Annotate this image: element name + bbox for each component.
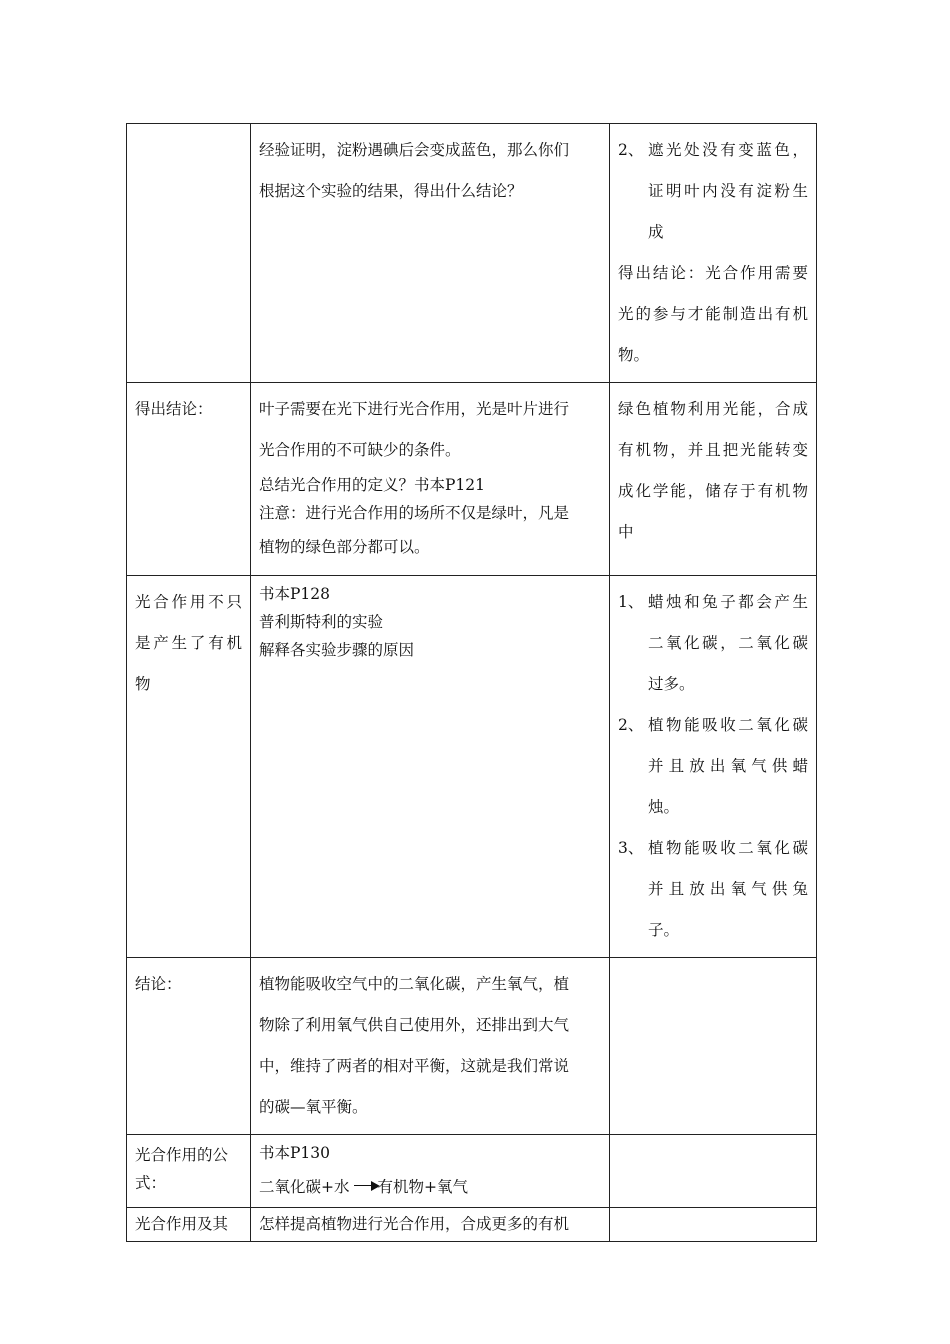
answer-line: 证明叶内没有淀粉生 — [648, 182, 808, 200]
answer-line: 并且放出氧气供蜡 — [648, 757, 808, 775]
answer-line: 遮光处没有变蓝色， — [648, 141, 808, 159]
answer-line: 子。 — [648, 921, 680, 939]
row-label-cell — [127, 1208, 251, 1242]
content-cell — [251, 1135, 610, 1208]
row-label: 结论： — [135, 975, 182, 993]
answer-line: 蜡烛和兔子都会产生 — [648, 593, 808, 611]
content-line: 书本P130 — [259, 1144, 331, 1162]
answer-line: 光的参与才能制造出有机 — [618, 305, 808, 323]
answer-line: 有机物，并且把光能转变 — [618, 441, 808, 459]
table-row — [127, 383, 817, 576]
table-row — [127, 958, 817, 1135]
list-item — [618, 828, 808, 951]
content-line: 怎样提高植物进行光合作用，合成更多的有机 — [259, 1215, 570, 1233]
content-cell — [251, 124, 610, 383]
answer-line: 物。 — [618, 346, 650, 364]
row-label-cell — [127, 576, 251, 958]
content-line: 普利斯特利的实验 — [259, 613, 384, 631]
content-line: 的碳—氧平衡。 — [259, 1098, 368, 1116]
answer-line: 成化学能，储存于有机物 — [618, 482, 808, 500]
list-number: 2、 — [618, 141, 644, 159]
content-line: 注意：进行光合作用的场所不仅是绿叶，凡是 — [259, 504, 570, 522]
row-label-cell — [127, 124, 251, 383]
row-label-cell — [127, 1135, 251, 1208]
row-label-cell — [127, 958, 251, 1135]
answer-line: 烛。 — [648, 798, 680, 816]
content-line: 总结光合作用的定义？书本P121 — [259, 476, 486, 494]
content-cell — [251, 576, 610, 958]
table-row — [127, 576, 817, 958]
formula-reactants: 二氧化碳+水 — [259, 1178, 350, 1196]
formula — [259, 1173, 601, 1201]
content-line: 光合作用的不可缺少的条件。 — [259, 441, 461, 459]
content-line: 经验证明，淀粉遇碘后会变成蓝色，那么你们 — [259, 141, 570, 159]
content-line: 植物的绿色部分都可以。 — [259, 538, 430, 556]
table-row — [127, 1135, 817, 1208]
answer-line: 并且放出氧气供兔 — [648, 880, 808, 898]
answer-line: 中 — [618, 523, 634, 541]
answer-line: 植物能吸收二氧化碳 — [648, 716, 808, 734]
answer-line: 绿色植物利用光能，合成 — [618, 400, 808, 418]
list-number: 3、 — [618, 839, 644, 857]
answer-cell — [610, 124, 817, 383]
content-cell — [251, 1208, 610, 1242]
content-line: 中，维持了两者的相对平衡，这就是我们常说 — [259, 1057, 570, 1075]
content-line: 解释各实验步骤的原因 — [259, 641, 415, 659]
content-line: 叶子需要在光下进行光合作用，光是叶片进行 — [259, 400, 570, 418]
list-item — [618, 130, 808, 253]
row-label: 光合作用不只是产生了有机物 — [135, 593, 242, 693]
answer-cell — [610, 1208, 817, 1242]
list-item — [618, 582, 808, 705]
reaction-arrow-icon — [354, 1182, 382, 1194]
answer-cell — [610, 1135, 817, 1208]
list-item — [618, 705, 808, 828]
formula-products: 有机物+氧气 — [377, 1178, 468, 1196]
content-cell — [251, 383, 610, 576]
list-number: 2、 — [618, 716, 644, 734]
row-label: 光合作用的公式： — [135, 1146, 229, 1192]
content-line: 书本P128 — [259, 585, 331, 603]
list-number: 1、 — [618, 593, 644, 611]
answer-line: 过多。 — [648, 675, 695, 693]
answer-cell — [610, 576, 817, 958]
lesson-table — [126, 123, 817, 1242]
row-label-cell — [127, 383, 251, 576]
answer-line: 得出结论：光合作用需要 — [618, 264, 808, 282]
answer-line: 植物能吸收二氧化碳 — [648, 839, 808, 857]
table-row — [127, 124, 817, 383]
answer-cell — [610, 383, 817, 576]
content-line: 根据这个实验的结果，得出什么结论？ — [259, 182, 523, 200]
row-label: 得出结论： — [135, 400, 213, 418]
content-cell — [251, 958, 610, 1135]
table-row — [127, 1208, 817, 1242]
content-line: 植物能吸收空气中的二氧化碳，产生氧气，植 — [259, 975, 570, 993]
row-label: 光合作用及其 — [135, 1215, 229, 1233]
content-line: 物除了利用氧气供自己使用外，还排出到大气 — [259, 1016, 570, 1034]
answer-line: 二氧化碳，二氧化碳 — [648, 634, 808, 652]
answer-cell — [610, 958, 817, 1135]
answer-line: 成 — [648, 223, 664, 241]
